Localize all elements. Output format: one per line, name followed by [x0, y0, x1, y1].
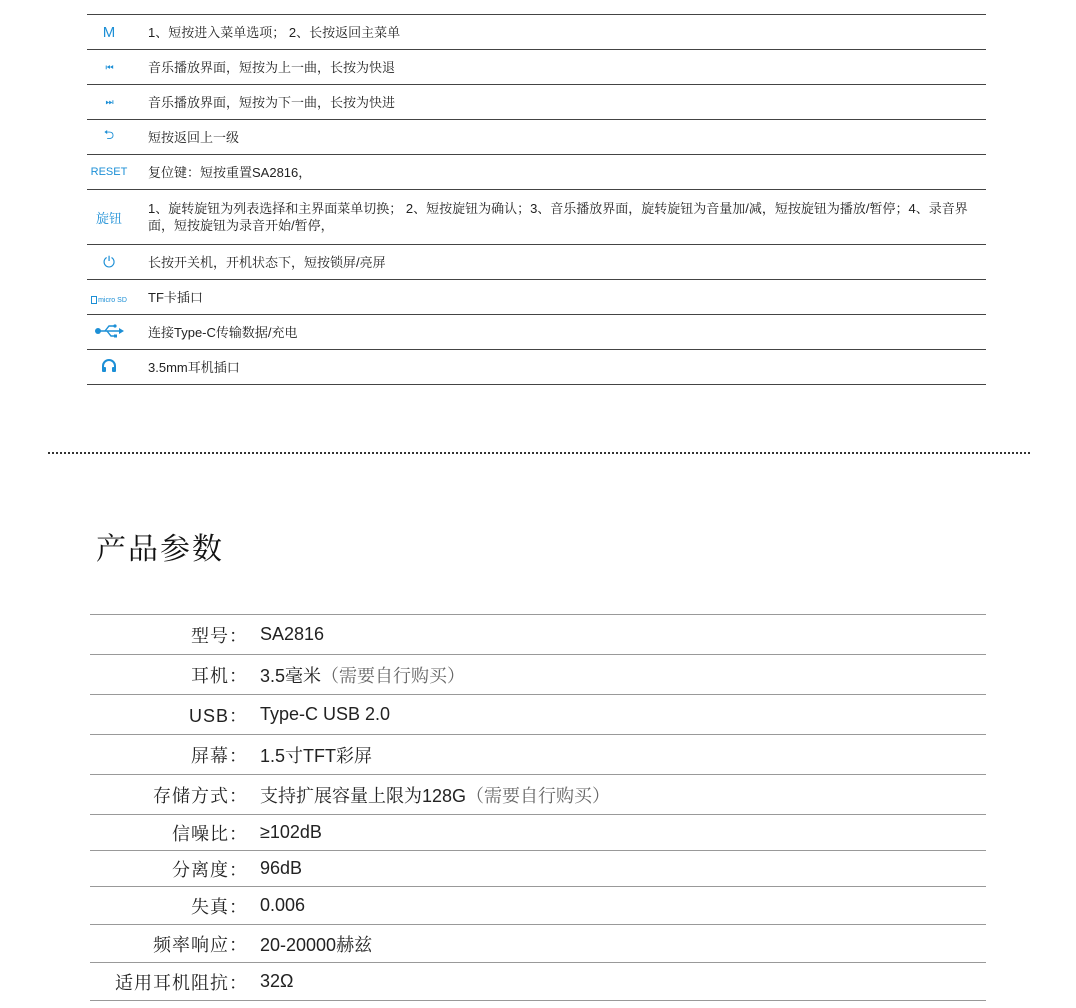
key-desc-next: 音乐播放界面，短按为下一曲，长按为快进	[148, 94, 396, 110]
key-row-back	[87, 120, 986, 155]
key-row-power	[87, 245, 986, 280]
spec-row-storage	[90, 775, 986, 815]
spec-row-usb	[90, 695, 986, 735]
spec-label: 信噪比：	[172, 823, 248, 844]
key-row-previous	[87, 50, 986, 85]
spec-value: SA2816	[260, 624, 325, 644]
spec-value: 96dB	[260, 858, 303, 878]
spec-value: 0.006	[260, 895, 306, 915]
key-row-knob	[87, 190, 986, 245]
spec-value: 支持扩展容量上限为128G（需要自行购买）	[260, 785, 611, 806]
key-desc-reset: 复位键：短按重置SA2816，	[148, 164, 312, 180]
spec-label: 屏幕：	[191, 745, 248, 766]
previous-track-icon: ⏮	[105, 61, 113, 72]
spec-label: 频率响应：	[153, 934, 248, 955]
key-function-table	[87, 14, 986, 385]
key-desc-tf: TF卡插口	[148, 289, 203, 305]
spec-row-distortion	[90, 887, 986, 925]
spec-row-model	[90, 615, 986, 655]
key-desc-m: 1、短按进入菜单选项； 2、长按返回主菜单	[148, 24, 401, 40]
spec-row-snr	[90, 815, 986, 851]
spec-label: 失真：	[191, 896, 248, 917]
spec-label: 存储方式：	[153, 785, 248, 806]
spec-label: 适用耳机阻抗：	[115, 972, 248, 993]
spec-label: 型号：	[191, 625, 248, 646]
next-track-icon: ⏭	[105, 96, 113, 107]
spec-row-separation	[90, 851, 986, 887]
reset-icon: RESET	[90, 166, 128, 178]
key-desc-previous: 音乐播放界面，短按为上一曲，长按为快退	[148, 59, 396, 75]
key-row-reset	[87, 155, 986, 190]
key-desc-headphone: 3.5mm耳机插口	[148, 359, 240, 375]
m-key-icon: M	[102, 23, 116, 41]
spec-row-frequency	[90, 925, 986, 963]
spec-value: 1.5寸TFT彩屏	[260, 745, 373, 766]
section-title: 产品参数	[96, 532, 224, 567]
key-desc-power: 长按开关机，开机状态下，短按锁屏/亮屏	[148, 254, 386, 270]
dotted-divider	[48, 452, 1030, 454]
usb-icon	[87, 324, 131, 341]
key-row-usb	[87, 315, 986, 350]
key-row-m	[87, 15, 986, 50]
spec-value: Type-C USB 2.0	[260, 704, 391, 724]
power-icon: ⏻	[103, 253, 115, 271]
spec-label: USB：	[188, 705, 248, 726]
spec-row-earphone	[90, 655, 986, 695]
spec-value: ≥102dB	[260, 822, 322, 842]
spec-value: 32Ω	[260, 971, 294, 991]
back-arrow-icon: ⮌	[103, 127, 115, 142]
spec-table	[90, 614, 986, 1001]
spec-label: 耳机：	[191, 665, 248, 686]
headphone-symbol	[101, 359, 117, 373]
key-desc-back: 短按返回上一级	[148, 129, 240, 145]
usb-symbol	[94, 324, 124, 338]
key-row-next	[87, 85, 986, 120]
spec-row-impedance	[90, 963, 986, 1001]
micro-sd-icon: micro SD	[87, 290, 131, 305]
spec-label: 分离度：	[172, 859, 248, 880]
key-row-headphone	[87, 350, 986, 385]
key-desc-usb: 连接Type-C传输数据/充电	[148, 324, 298, 340]
spec-value: 3.5毫米（需要自行购买）	[260, 665, 466, 686]
spec-row-screen	[90, 735, 986, 775]
headphone-icon	[87, 359, 131, 376]
key-row-tf	[87, 280, 986, 315]
knob-icon: 旋钮	[95, 210, 122, 226]
key-desc-knob: 1、旋转旋钮为列表选择和主界面菜单切换； 2、短按旋钮为确认；3、音乐播放界面，旋转旋钮为音量加/减，短按旋钮为播放/暂停；4、录音界面，短按旋钮为录音开始/暂停，	[148, 201, 968, 233]
spec-value: 20-20000赫兹	[260, 934, 373, 955]
